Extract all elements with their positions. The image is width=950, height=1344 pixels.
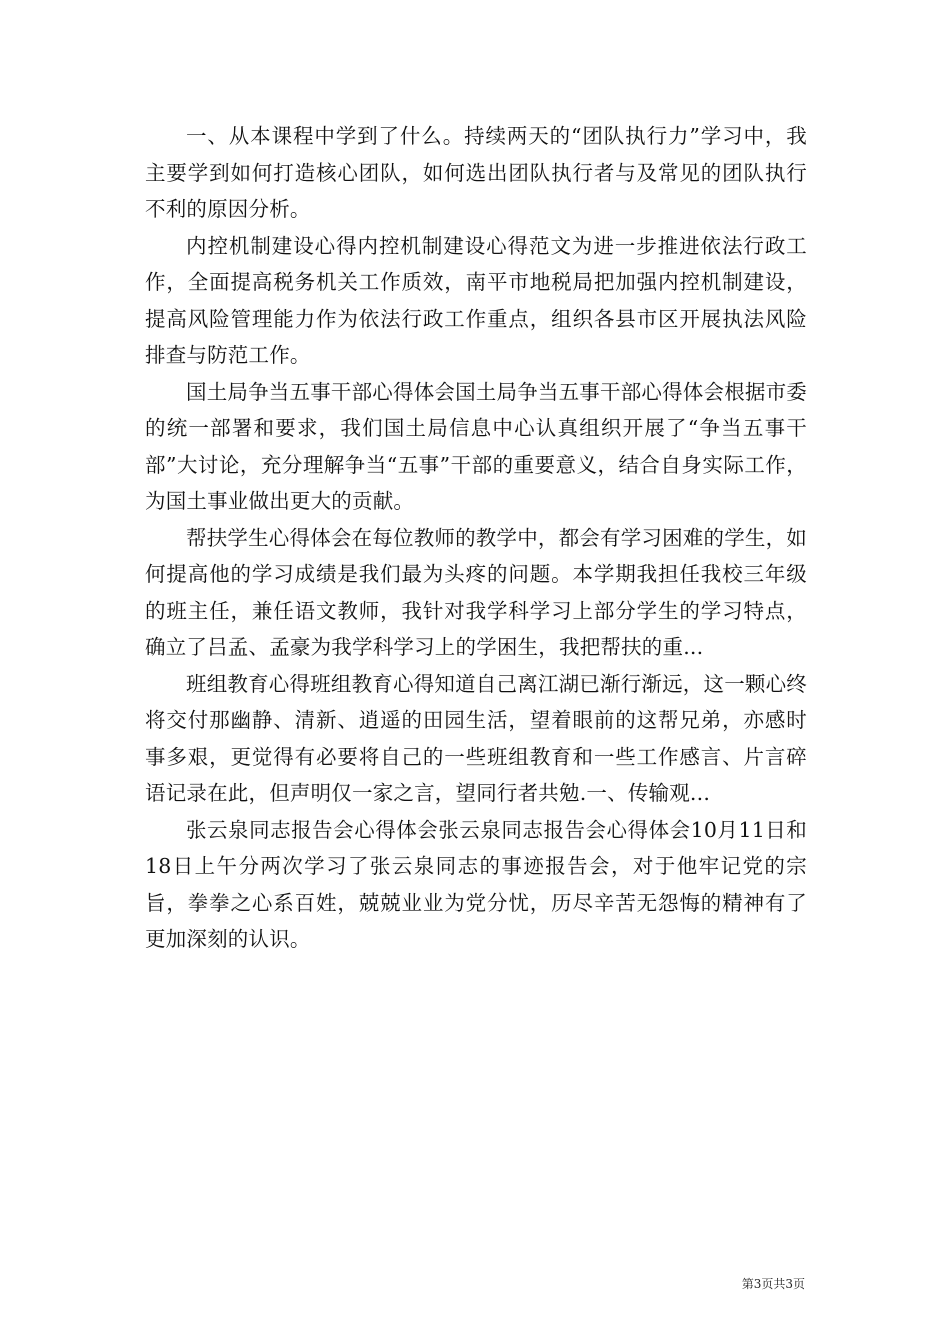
paragraph-2: 内控机制建设心得内控机制建设心得范文为进一步推进依法行政工作，全面提高税务机关工作质效，南平市地税局把加强内控机制建设，提高风险管理能力作为依法行政工作重点，组织各县市区开展执法风险排查与防范工作。 <box>145 233 807 367</box>
paragraph-5: 班组教育心得班组教育心得知道自己离江湖已渐行渐远，这一颗心终将交付那幽静、清新、逍遥的田园生活，望着眼前的这帮兄弟，亦感时事多艰，更觉得有必要将自己的一些班组教育和一些工作感言、片言碎语记录在此，但声明仅一家之言，望同行者共勉.一、传输观... <box>145 671 807 805</box>
paragraph-6: 张云泉同志报告会心得体会张云泉同志报告会心得体会10月11日和18日上午分两次学习了张云泉同志的事迹报告会，对于他牢记党的宗旨，拳拳之心系百姓，兢兢业业为党分忧，历尽辛苦无怨悔的精神有了更加深刻的认识。 <box>145 817 807 951</box>
page-number-footer: 第3页共3页 <box>741 1277 805 1291</box>
paragraph-1: 一、从本课程中学到了什么。持续两天的“团队执行力”学习中，我主要学到如何打造核心团队，如何选出团队执行者与及常见的团队执行不利的原因分析。 <box>145 124 807 221</box>
document-body <box>145 118 807 958</box>
paragraph-4: 帮扶学生心得体会在每位教师的教学中，都会有学习困难的学生，如何提高他的学习成绩是我们最为头疼的问题。本学期我担任我校三年级的班主任，兼任语文教师，我针对我学科学习上部分学生的学习特点，确立了吕孟、孟豪为我学科学习上的学困生，我把帮扶的重... <box>145 525 807 659</box>
paragraph-3: 国土局争当五事干部心得体会国土局争当五事干部心得体会根据市委的统一部署和要求，我们国土局信息中心认真组织开展了“争当五事干部”大讨论，充分理解争当“五事”干部的重要意义，结合自身实际工作，为国土事业做出更大的贡献。 <box>145 379 807 513</box>
